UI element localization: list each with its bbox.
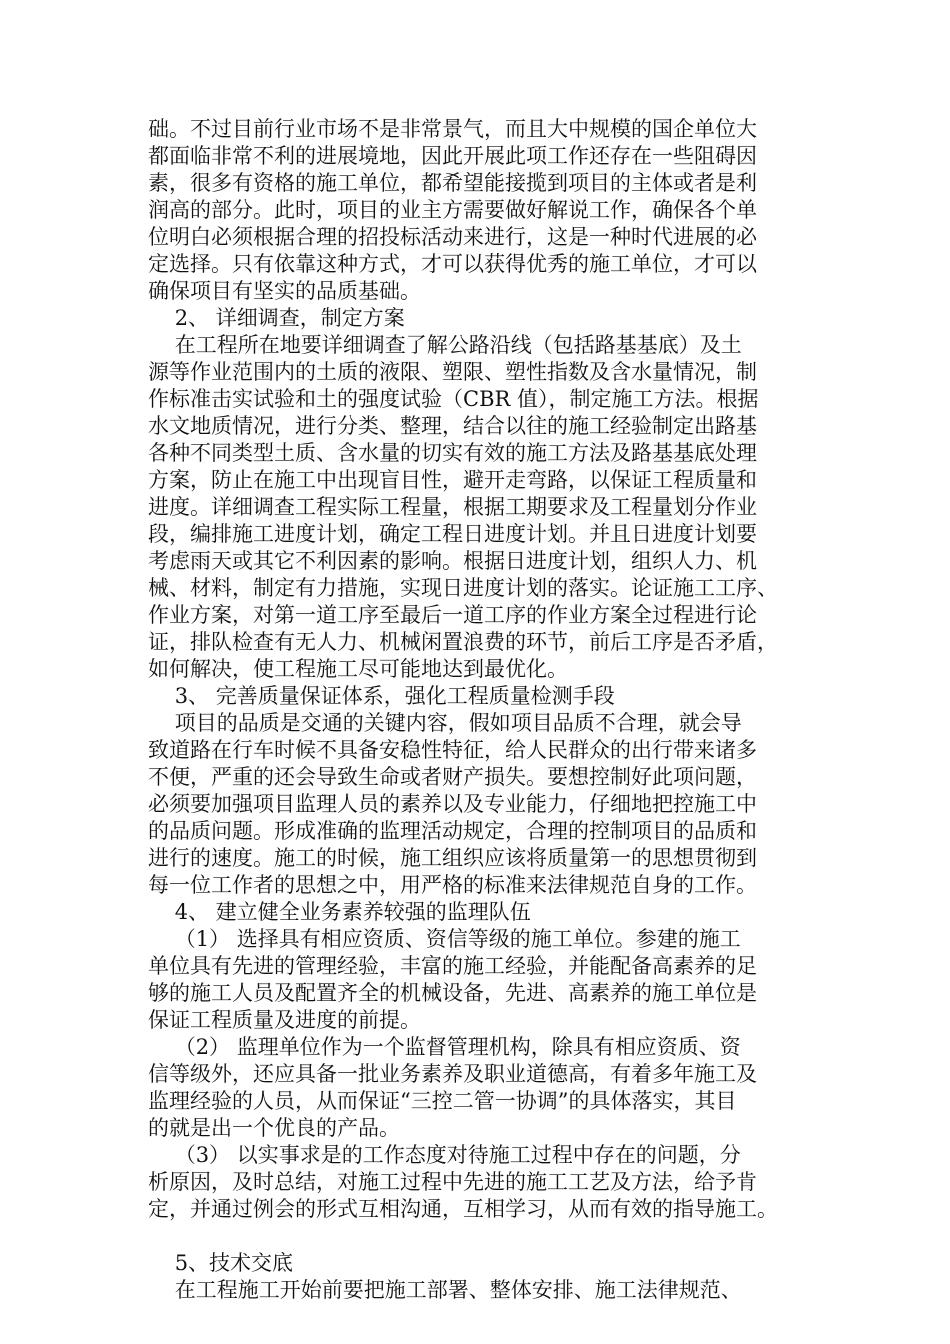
text-line: 润高的部分。此时，项目的业主方需要做好解说工作，确保各个单 <box>148 198 757 222</box>
text-line: （2） 监理单位作为一个监督管理机构，除具有相应资质、资 <box>148 1035 741 1059</box>
text-line: 单位具有先进的管理经验，丰富的施工经验，并能配备高素养的足 <box>148 954 757 978</box>
text-line: 在工程施工开始前要把施工部署、整体安排、施工法律规范、 <box>148 1278 742 1302</box>
text-line: 保证工程质量及进度的前提。 <box>148 1008 421 1032</box>
text-line: 定选择。只有依靠这种方式，才可以获得优秀的施工单位，才可以 <box>148 252 757 276</box>
text-line: 析原因，及时总结，对施工过程中先进的施工工艺及方法，给予肯 <box>148 1170 757 1194</box>
text-line: 都面临非常不利的进展境地，因此开展此项工作还存在一些阻碍因 <box>148 144 757 168</box>
text-line: 的品质问题。形成准确的监理活动规定，合理的控制项目的品质和 <box>148 819 757 843</box>
text-line: 3、 完善质量保证体系，强化工程质量检测手段 <box>148 684 615 708</box>
text-line: 位明白必须根据合理的招投标活动来进行，这是一种时代进展的必 <box>148 225 757 249</box>
text-line: 信等级外，还应具备一批业务素养及职业道德高，有着多年施工及 <box>148 1062 757 1086</box>
blank-line <box>148 1223 812 1250</box>
text-line: 础。不过目前行业市场不是非常景气，而且大中规模的国企单位大 <box>148 117 757 141</box>
text-line: 项目的品质是交通的关键内容，假如项目品质不合理，就会导 <box>148 711 742 735</box>
text-line: 致道路在行车时候不具备安稳性特征，给人民群众的出行带来诸多 <box>148 738 757 762</box>
text-line: 5、技术交底 <box>148 1251 294 1275</box>
text-line: 够的施工人员及配置齐全的机械设备，先进、高素养的施工单位是 <box>148 981 757 1005</box>
text-line: 素，很多有资格的施工单位，都希望能接揽到项目的主体或者是利 <box>148 171 757 195</box>
text-line: 段，编排施工进度计划，确定工程日进度计划。并且日进度计划要 <box>148 522 757 546</box>
document-body <box>148 116 812 1304</box>
text-line: 必须要加强项目监理人员的素养以及专业能力，仔细地把控施工中 <box>148 792 757 816</box>
text-line: 2、 详细调查，制定方案 <box>148 306 405 330</box>
text-line: 定，并通过例会的形式互相沟通，互相学习，从而有效的指导施工。 <box>148 1197 778 1221</box>
text-line: 进度。详细调查工程实际工程量，根据工期要求及工程量划分作业 <box>148 495 757 519</box>
text-line: 4、 建立健全业务素养较强的监理队伍 <box>148 900 531 924</box>
text-line: 作业方案，对第一道工序至最后一道工序的作业方案全过程进行论 <box>148 603 757 627</box>
text-line: 各种不同类型土质、含水量的切实有效的施工方法及路基基底处理 <box>148 441 757 465</box>
text-line: 监理经验的人员，从而保证“三控二管一协调”的具体落实，其目 <box>148 1089 737 1113</box>
text-line: 械、材料，制定有力措施，实现日进度计划的落实。论证施工工序、 <box>148 576 778 600</box>
text-line: 在工程所在地要详细调查了解公路沿线（包括路基基底）及土 <box>148 333 742 357</box>
text-line: 证，排队检查有无人力、机械闲置浪费的环节，前后工序是否矛盾， <box>148 630 778 654</box>
text-line: 考虑雨天或其它不利因素的影响。根据日进度计划，组织人力、机 <box>148 549 757 573</box>
text-line: 作标准击实试验和土的强度试验（CBR 值），制定施工方法。根据 <box>148 387 759 411</box>
text-line: 水文地质情况，进行分类、整理，结合以往的施工经验制定出路基 <box>148 414 757 438</box>
text-line: 确保项目有坚实的品质基础。 <box>148 279 421 303</box>
text-line: 方案，防止在施工中出现盲目性，避开走弯路，以保证工程质量和 <box>148 468 757 492</box>
text-line: 每一位工作者的思想之中，用严格的标准来法律规范自身的工作。 <box>148 873 757 897</box>
text-line: （3） 以实事求是的工作态度对待施工过程中存在的问题，分 <box>148 1143 741 1167</box>
text-line: 进行的速度。施工的时候，施工组织应该将质量第一的思想贯彻到 <box>148 846 757 870</box>
text-line: 不便，严重的还会导致生命或者财产损失。要想控制好此项问题， <box>148 765 757 789</box>
text-line: 如何解决，使工程施工尽可能地达到最优化。 <box>148 657 568 681</box>
text-line: 源等作业范围内的土质的液限、塑限、塑性指数及含水量情况，制 <box>148 360 757 384</box>
text-line: 的就是出一个优良的产品。 <box>148 1116 400 1140</box>
text-line: （1） 选择具有相应资质、资信等级的施工单位。参建的施工 <box>148 927 741 951</box>
